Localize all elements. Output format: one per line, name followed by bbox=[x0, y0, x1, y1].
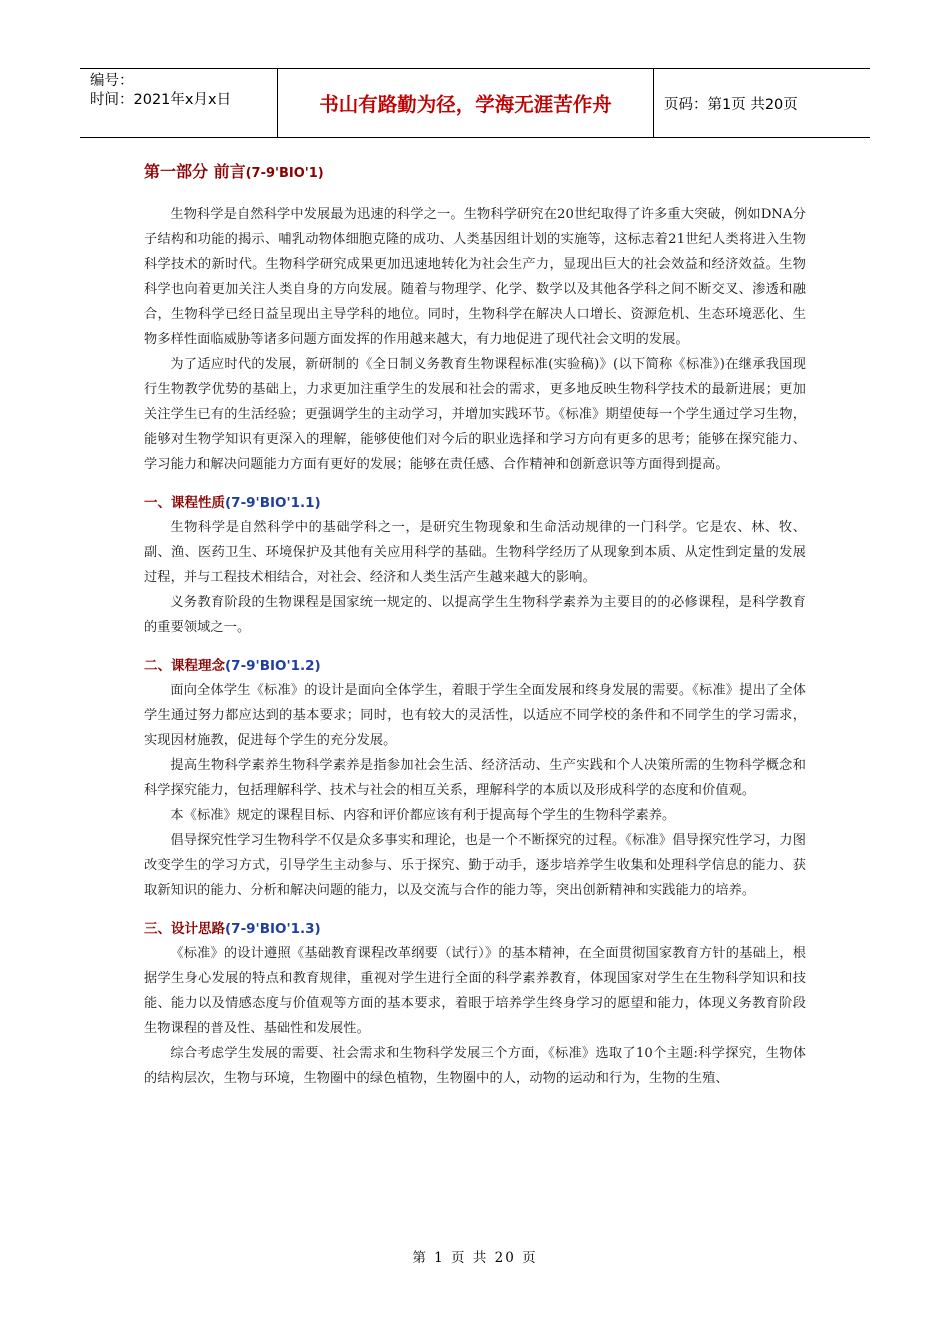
section-title-text: 三、设计思路 bbox=[144, 921, 225, 937]
intro-paragraph: 生物科学是自然科学中发展最为迅速的科学之一。生物科学研究在20世纪取得了许多重大突破，例如DNA分子结构和功能的揭示、哺乳动物体细胞克隆的成功、人类基因组计划的实施等，这标志着21世纪人类将进入生物科学技术的新时代。生物科学研究成果更加迅速地转化为社会生产力，显现出巨大的社会效益和经济效益。生物科学也向着更加关注人类自身的方向发展。随着与物理学、化学、数学以及其他各学科之间不断交叉、渗透和融合，生物科学已经日益呈现出主导学科的地位。同时，生物科学在解决人口增长、资源危机、生态环境恶化、生物多样性面临威胁等诸多问题方面发挥的作用越来越大，有力地促进了现代社会文明的发展。 bbox=[144, 207, 806, 347]
section-title-code: (7-9'BIO'1.2) bbox=[225, 658, 321, 674]
part-title bbox=[144, 158, 806, 188]
section-paragraph: 本《标准》规定的课程目标、内容和评价都应该有利于提高每个学生的生物科学素养。 bbox=[170, 808, 676, 823]
section-paragraph: 面向全体学生《标准》的设计是面向全体学生，着眼于学生全面发展和终身发展的需要。《标准》提出了全体学生通过努力都应达到的基本要求；同时，也有较大的灵活性，以适应不同学校的条件和不同学生的学习需求，实现因材施教，促进每个学生的充分发展。 bbox=[144, 683, 806, 748]
section-title-text: 一、课程性质 bbox=[144, 495, 225, 511]
section-title-nature bbox=[144, 491, 806, 515]
page-footer: 第 1 页 共 20 页 bbox=[412, 1250, 538, 1266]
section-title-code: (7-9'BIO'1.3) bbox=[225, 921, 321, 937]
header-left-cell bbox=[80, 69, 278, 137]
section-title-concept bbox=[144, 654, 806, 678]
section-paragraph: 提高生物科学素养生物科学素养是指参加社会生活、经济活动、生产实践和个人决策所需的生物科学概念和科学探究能力，包括理解科学、技术与社会的相互关系，理解科学的本质以及形成科学的态度和价值观。 bbox=[144, 758, 806, 798]
intro-paragraph: 为了适应时代的发展，新研制的《全日制义务教育生物课程标准(实验稿)》(以下简称《标准》)在继承我国现行生物教学优势的基础上，力求更加注重学生的发展和社会的需求，更多地反映生物科学技术的最新进展；更加关注学生已有的生活经验；更强调学生的主动学习，并增加实践环节。《标准》期望使每一个学生通过学习生物，能够对生物学知识有更深入的理解，能够使他们对今后的职业选择和学习方向有更多的思考；能够在探究能力、学习能力和解决问题能力方面有更好的发展；能够在责任感、合作精神和创新意识等方面得到提高。 bbox=[144, 357, 806, 472]
part-title-code: (7-9'BIO'1) bbox=[245, 166, 324, 181]
header-page-code: 页码：第1页 共20页 bbox=[664, 96, 798, 113]
section-title-design bbox=[144, 917, 806, 941]
time-label: 时间：2021年x月x日 bbox=[90, 92, 232, 108]
section-paragraph: 《标准》的设计遵照《基础教育课程改革纲要（试行）》的基本精神，在全面贯彻国家教育方针的基础上，根据学生身心发展的特点和教育规律，重视对学生进行全面的科学素养教育，体现国家对学生在生物科学知识和技能、能力以及情感态度与价值观等方面的基本要求，着眼于培养学生终身学习的愿望和能力，体现义务教育阶段生物课程的普及性、基础性和发展性。 bbox=[144, 946, 806, 1036]
header-motto: 书山有路勤为径，学海无涯苦作舟 bbox=[278, 69, 654, 137]
section-title-text: 二、课程理念 bbox=[144, 658, 225, 674]
section-paragraph: 义务教育阶段的生物课程是国家统一规定的、以提高学生生物科学素养为主要目的的必修课程，是科学教育的重要领域之一。 bbox=[144, 595, 806, 635]
document-body bbox=[144, 158, 806, 1091]
page-header bbox=[80, 68, 870, 138]
part-title-text: 第一部分 前言 bbox=[144, 162, 246, 181]
section-paragraph: 生物科学是自然科学中的基础学科之一，是研究生物现象和生命活动规律的一门科学。它是农、林、牧、副、渔、医药卫生、环境保护及其他有关应用科学的基础。生物科学经历了从现象到本质、从定性到定量的发展过程，并与工程技术相结合，对社会、经济和人类生活产生越来越大的影响。 bbox=[144, 520, 806, 585]
section-paragraph: 综合考虑学生发展的需要、社会需求和生物科学发展三个方面，《标准》选取了10个主题:科学探究，生物体的结构层次，生物与环境，生物圈中的绿色植物，生物圈中的人，动物的运动和行为，生物的生殖、 bbox=[144, 1046, 806, 1086]
section-title-code: (7-9'BIO'1.1) bbox=[225, 495, 321, 511]
number-label: 编号： bbox=[90, 73, 134, 89]
section-paragraph: 倡导探究性学习生物科学不仅是众多事实和理论，也是一个不断探究的过程。《标准》倡导探究性学习，力图改变学生的学习方式，引导学生主动参与、乐于探究、勤于动手，逐步培养学生收集和处理科学信息的能力、获取新知识的能力、分析和解决问题的能力，以及交流与合作的能力等，突出创新精神和实践能力的培养。 bbox=[144, 833, 806, 898]
